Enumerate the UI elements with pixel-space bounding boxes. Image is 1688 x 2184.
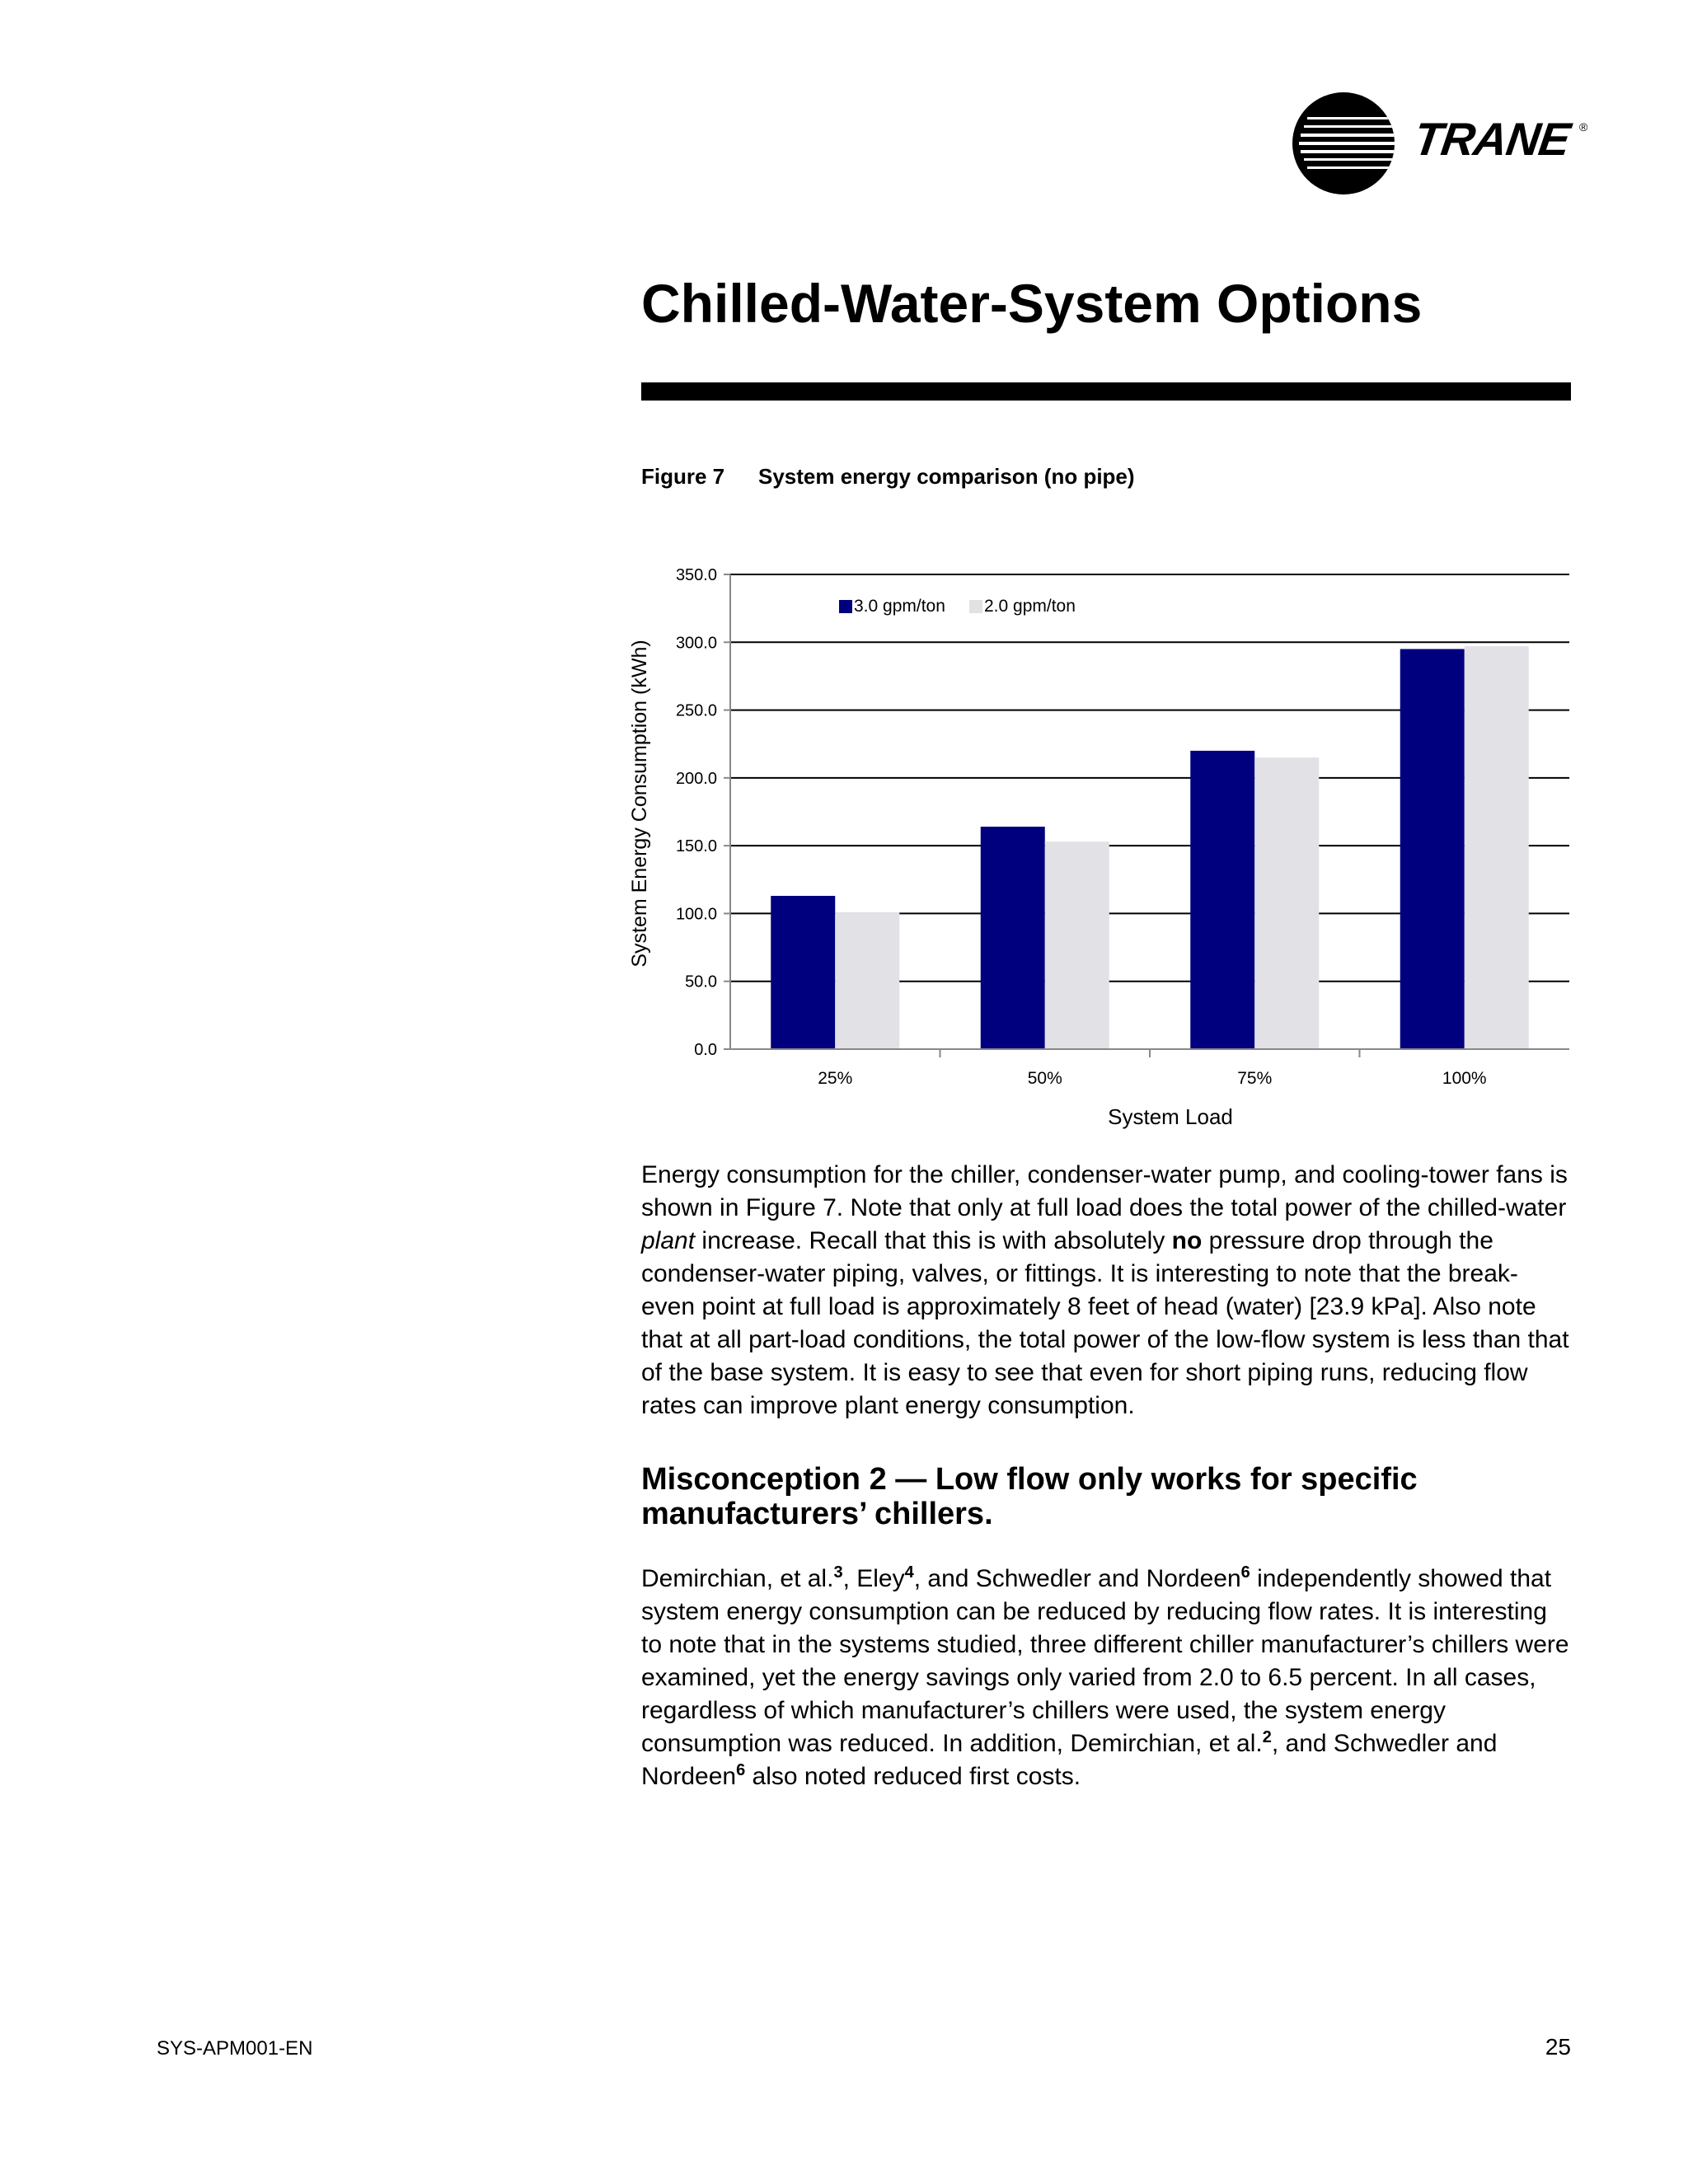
bar bbox=[1045, 841, 1109, 1049]
citation-ref: 3 bbox=[833, 1563, 843, 1582]
x-tick-label: 50% bbox=[1027, 1069, 1062, 1088]
y-tick-label: 150.0 bbox=[675, 837, 717, 856]
trane-logo-emblem bbox=[1292, 92, 1395, 194]
legend-label: 2.0 gpm/ton bbox=[984, 597, 1076, 616]
x-tick-label: 75% bbox=[1237, 1069, 1273, 1088]
figure-title: System energy comparison (no pipe) bbox=[758, 464, 1135, 489]
emphasis-no: no bbox=[1171, 1227, 1203, 1254]
legend-swatch bbox=[839, 600, 852, 613]
body-paragraph: Energy consumption for the chiller, condenser-water pump, and cooling-tower fans is shown in Figure 7. Note that only at full load does the total power of the chilled-water plant increase. Recall that this is with absolutely no pressure drop through the condenser-water piping, valves, or fittings. It is interesting to note that the break-even point at full load is approximately 8 feet of head (water) [23.9 kPa]. Also note that at all part-load conditions, the total power of the low-flow system is less than that of the base system. It is easy to see that even for short piping runs, reducing flow rates can improve plant energy consumption. bbox=[641, 1161, 1569, 1419]
trane-logo bbox=[1292, 92, 1589, 194]
bar bbox=[835, 912, 899, 1049]
title-rule bbox=[641, 382, 1571, 401]
section-heading: Misconception 2 — Low flow only works for specific manufacturers’ chillers. bbox=[641, 1462, 1418, 1531]
emphasis-plant: plant bbox=[641, 1227, 696, 1254]
citation-ref: 6 bbox=[1240, 1563, 1250, 1582]
x-axis-label: System Load bbox=[1108, 1104, 1233, 1129]
legend-label: 3.0 gpm/ton bbox=[854, 597, 945, 616]
page-number: 25 bbox=[1545, 2034, 1571, 2060]
citation-ref: 2 bbox=[1262, 1728, 1272, 1746]
citation-ref: 6 bbox=[736, 1761, 746, 1779]
chart-legend bbox=[839, 597, 1076, 616]
y-tick-label: 50.0 bbox=[685, 972, 717, 991]
bar bbox=[1190, 751, 1254, 1049]
figure-caption bbox=[641, 464, 1135, 490]
bar bbox=[981, 827, 1045, 1049]
bar bbox=[1254, 757, 1319, 1049]
y-tick-label: 250.0 bbox=[675, 701, 717, 720]
body-paragraph: Demirchian, et al.$^3$, Eley$^4$, and Schwedler and Nordeen$^6$ independently showed that system energy consumption can be reduced by reducing flow rates. It is interesting to note that in the systems studied, three different chiller manufacturer’s chillers were examined, yet the energy savings only varied from 2.0 to 6.5 percent. In all cases, regardless of which manufacturer’s chillers were used, the system energy consumption was reduced. In addition, Demirchian, et al.$^2$, and Schwedler and Nordeen$^6$ also noted reduced first costs. bbox=[641, 1563, 1569, 1790]
y-tick-label: 0.0 bbox=[694, 1041, 717, 1059]
x-tick-label: 100% bbox=[1442, 1069, 1487, 1088]
y-axis-label: System Energy Consumption (kWh) bbox=[628, 640, 651, 968]
trane-wordmark: TRANE bbox=[1410, 113, 1573, 165]
y-tick-label: 350.0 bbox=[675, 566, 717, 584]
y-tick-label: 300.0 bbox=[675, 634, 717, 653]
figure-number: Figure 7 bbox=[641, 464, 725, 489]
y-tick-label: 100.0 bbox=[675, 905, 717, 924]
registered-mark: ® bbox=[1579, 120, 1588, 134]
page-title: Chilled-Water-System Options bbox=[641, 273, 1423, 334]
bar bbox=[1465, 646, 1529, 1049]
energy-comparison-chart bbox=[618, 552, 1591, 1137]
legend-swatch bbox=[969, 600, 982, 613]
bar bbox=[1400, 649, 1465, 1049]
document-id: SYS-APM001-EN bbox=[157, 2037, 313, 2060]
x-tick-label: 25% bbox=[818, 1069, 853, 1088]
citation-ref: 4 bbox=[904, 1563, 914, 1582]
bar bbox=[771, 896, 835, 1049]
y-tick-label: 200.0 bbox=[675, 769, 717, 788]
